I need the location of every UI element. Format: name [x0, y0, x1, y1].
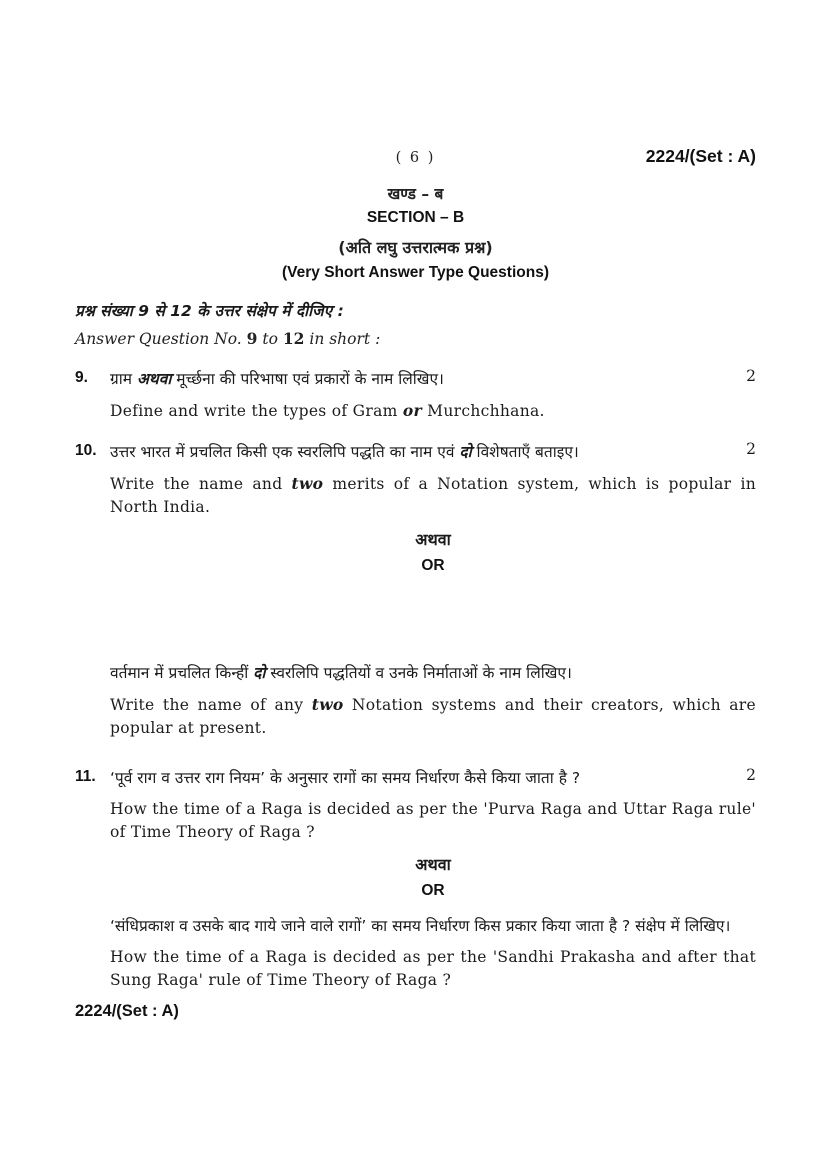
page-content: [75, 146, 756, 992]
question-11-text-hindi: ‘पूर्व राग व उत्तर राग नियम’ के अनुसार रागों का समय निर्धारण कैसे किया जाता है ?: [110, 769, 581, 787]
question-11-text-english: How the time of a Raga is decided as per the 'Purva Raga and Uttar Raga rule' of Time Theory of Raga ?: [110, 800, 756, 841]
instruction-hindi: प्रश्न संख्या 9 से 12 के उत्तर संक्षेप में दीजिए :: [75, 302, 344, 320]
instructions: [75, 299, 756, 350]
question-10-marks: 2: [746, 440, 756, 458]
question-10-alt-text-english: Write the name of any two Notation systems and their creators, which are popular at present.: [110, 695, 756, 737]
or-label-hindi: अथवा: [415, 530, 451, 549]
section-heading-hindi: खण्ड – ब: [387, 185, 444, 203]
question-9-text-english: Define and write the types of Gram or Murchchhana.: [110, 401, 545, 420]
or-label-english: OR: [421, 882, 445, 899]
question-10-text-hindi: उत्तर भारत में प्रचलित किसी एक स्वरलिपि पद्धति का नाम एवं दो विशेषताएँ बताइए।: [110, 443, 579, 461]
or-label-english: OR: [421, 557, 445, 574]
question-11-alt-text-hindi: ‘संधिप्रकाश व उसके बाद गाये जाने वाले रागों’ का समय निर्धारण किस प्रकार किया जाता है ? संक्षेप में लिखिए।: [110, 917, 731, 935]
question-9: [75, 367, 756, 423]
instruction-english: Answer Question No. 9 to 12 in short :: [75, 329, 381, 348]
question-11-or-separator: [110, 853, 756, 900]
question-11-alternative: [110, 914, 756, 992]
question-10-text-english: Write the name and two merits of a Notation system, which is popular in North India.: [110, 474, 756, 516]
question-11-marks: 2: [746, 766, 756, 784]
question-9-marks: 2: [746, 367, 756, 385]
page-number: ( 6 ): [395, 150, 436, 166]
section-heading-english: SECTION – B: [366, 209, 465, 226]
section-subheading-english: (Very Short Answer Type Questions): [281, 264, 549, 281]
question-11: [75, 766, 756, 992]
question-9-number: 9.: [75, 369, 88, 386]
set-code-header: 2224/(Set : A): [645, 146, 756, 166]
page-header: [75, 146, 756, 176]
question-11-alt-text-english: How the time of a Raga is decided as per the 'Sandhi Prakasha and after that Sung Raga' rule of Time Theory of Raga ?: [110, 948, 756, 989]
question-11-number: 11.: [75, 768, 96, 785]
question-10-alt-text-hindi: वर्तमान में प्रचलित किन्हीं दो स्वरलिपि पद्धतियों व उनके निर्माताओं के नाम लिखिए।: [110, 664, 572, 682]
question-10: [75, 440, 756, 740]
or-label-hindi: अथवा: [415, 855, 451, 874]
question-10-or-separator: [110, 528, 756, 575]
set-code-footer: 2224/(Set : A): [75, 1002, 179, 1020]
section-subheading-hindi: (अति लघु उत्तरात्मक प्रश्न): [338, 238, 493, 257]
question-9-text-hindi: ग्राम अथवा मूर्च्छना की परिभाषा एवं प्रकारों के नाम लिखिए।: [110, 370, 444, 388]
question-10-number: 10.: [75, 442, 97, 459]
question-10-alternative: [110, 661, 756, 740]
